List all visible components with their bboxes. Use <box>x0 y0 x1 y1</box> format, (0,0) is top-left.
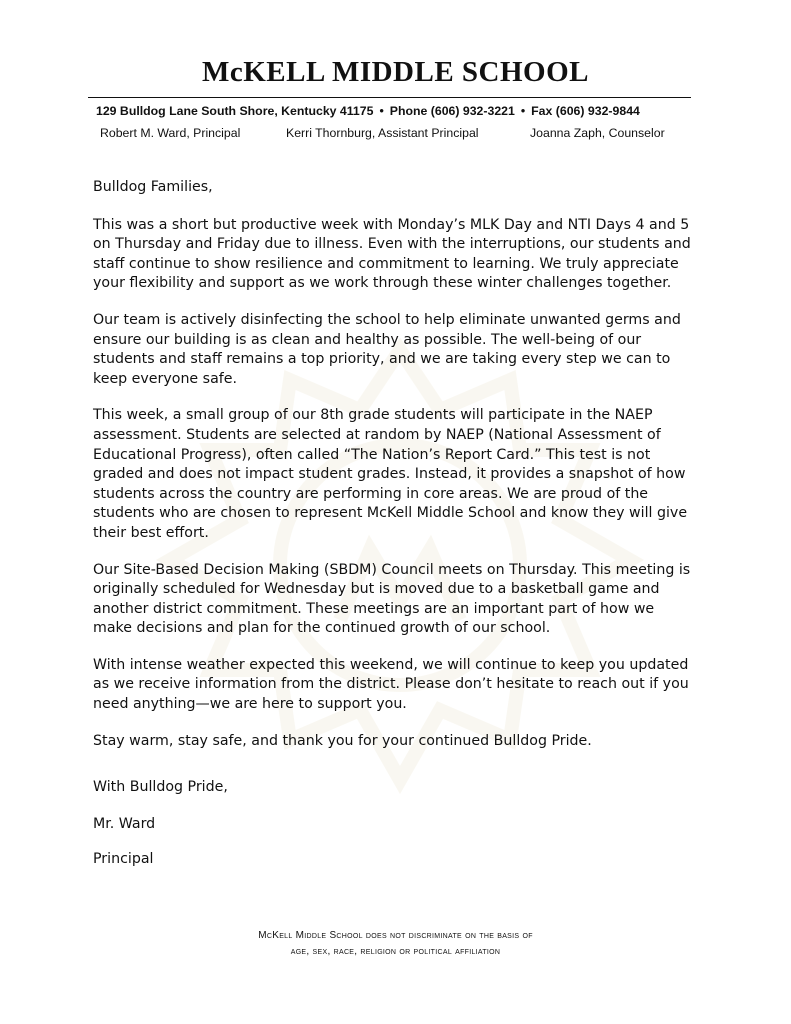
header-divider <box>88 97 691 98</box>
signer-name: Mr. Ward <box>93 816 156 832</box>
school-address: 129 Bulldog Lane South Shore, Kentucky 41175 <box>96 104 374 118</box>
letter-body <box>93 178 693 768</box>
letterhead <box>0 56 791 89</box>
letter-paragraph: With intense weather expected this weekend, we will continue to keep you updated as we receive information from the district. Please don’t hesitate to reach out if you need anything—we are here to support you. <box>93 656 689 713</box>
nondiscrimination-footer <box>0 928 791 960</box>
bullet-separator: • <box>520 104 526 118</box>
school-phone: Phone (606) 932-3221 <box>389 104 515 118</box>
letter-paragraph: This was a short but productive week with Monday’s MLK Day and NTI Days 4 and 5 on Thursday and Friday due to illness. Even with the interruptions, our students and staff continue to show resilience and commitment to learning. We truly appreciate your flexibility and support as we work through these winter challenges together. <box>93 216 691 292</box>
school-fax: Fax (606) 932-9844 <box>531 104 640 118</box>
staff-counselor: Joanna Zaph, Counselor <box>530 126 665 140</box>
footer-line-2: age, sex, race, religion or political affiliation <box>290 946 501 957</box>
staff-assistant-principal: Kerri Thornburg, Assistant Principal <box>286 126 479 140</box>
letter-greeting: Bulldog Families, <box>93 179 213 195</box>
contact-line <box>96 104 696 118</box>
staff-principal: Robert M. Ward, Principal <box>100 126 241 140</box>
letter-paragraph: Stay warm, stay safe, and thank you for your continued Bulldog Pride. <box>93 732 592 749</box>
footer-line-1: McKell Middle School does not discriminate on the basis of <box>258 930 533 941</box>
bullet-separator: • <box>379 104 384 118</box>
letter-closing: With Bulldog Pride, <box>93 779 228 795</box>
letter-paragraph: Our Site-Based Decision Making (SBDM) Council meets on Thursday. This meeting is originally scheduled for Wednesday but is moved due to a basketball game and another district commitment. These meetings are an important part of how we make decisions and plan for the continued growth of our school. <box>93 561 691 637</box>
signer-title: Principal <box>93 851 154 867</box>
letter-paragraph: Our team is actively disinfecting the school to help eliminate unwanted germs and ensure our building is as clean and healthy as possible. The well-being of our students and staff remains a top priority, and we are taking every step we can to keep everyone safe. <box>93 311 681 387</box>
letter-paragraph: This week, a small group of our 8th grade students will participate in the NAEP assessment. Students are selected at random by NAEP (National Assessment of Educational Progress), often called “The Nation’s Report Card.” This test is not graded and does not impact student grades. Instead, it provides a snapshot of how students across the country are performing in core areas. We are proud of the students who are chosen to represent McKell Middle School and know they will give their best effort. <box>93 407 688 541</box>
school-name: McKELL MIDDLE SCHOOL <box>201 56 590 88</box>
